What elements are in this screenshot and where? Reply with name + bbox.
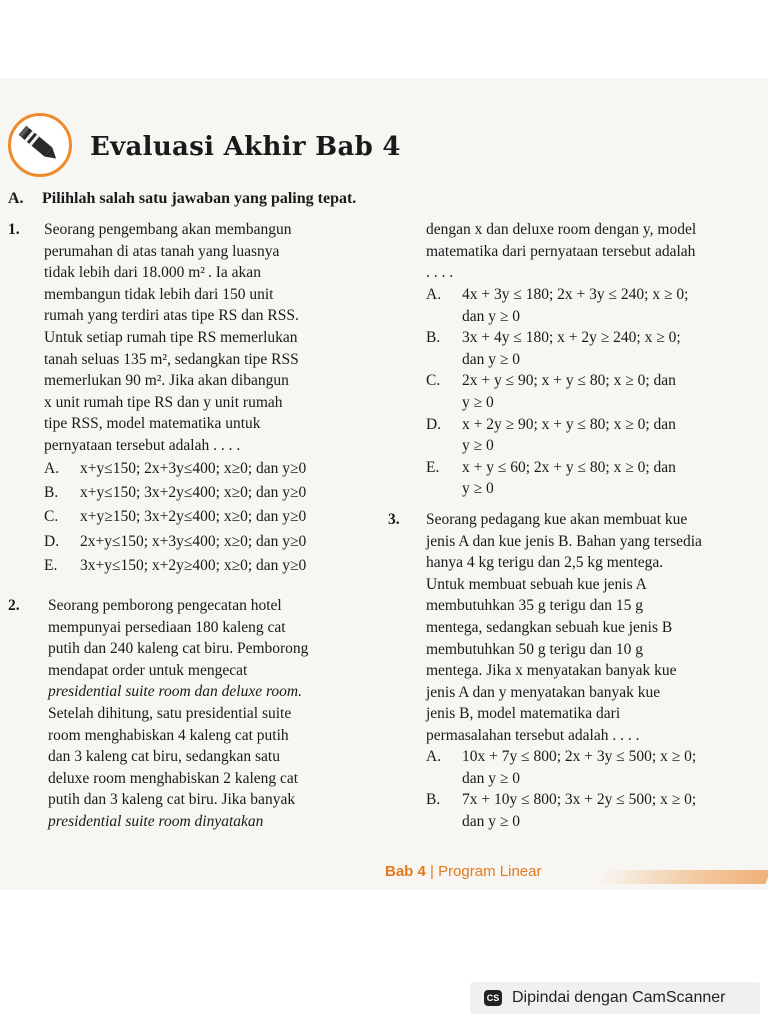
- option-label: A.: [426, 748, 442, 765]
- question-line: memerlukan 90 m². Jika akan dibangun: [44, 372, 289, 390]
- question-2-continuation: [426, 219, 766, 284]
- question-line: Seorang pemborong pengecatan hotel: [48, 597, 282, 614]
- option-label: C.: [426, 372, 441, 390]
- option-a: [44, 457, 374, 481]
- option-c: [426, 370, 766, 392]
- question-line: permasalahan tersebut adalah . . . .: [426, 726, 640, 744]
- option-label: B.: [426, 329, 441, 347]
- question-line: tanah seluas 135 m², sedangkan tipe RSS: [44, 350, 299, 368]
- option-text: x+y≤150; 3x+2y≤400; x≥0; dan y≥0: [80, 484, 307, 502]
- option-text: 4x + 3y ≤ 180; 2x + 3y ≤ 240; x ≥ 0;: [462, 286, 689, 303]
- option-label: D.: [426, 415, 442, 433]
- bleed-through-text: [85, 82, 765, 104]
- question-line: presidential suite room dan deluxe room.: [48, 683, 302, 701]
- option-c: [44, 505, 374, 529]
- option-label: E.: [44, 556, 58, 574]
- option-e: [426, 457, 766, 479]
- question-line: tipe RSS, model matematika untuk: [44, 415, 261, 433]
- option-text: 7x + 10y ≤ 800; 3x + 2y ≤ 500; x ≥ 0;: [462, 791, 697, 809]
- option-c-cont: y ≥ 0: [462, 393, 494, 411]
- question-line: mendapat order untuk mengecat: [48, 661, 248, 679]
- option-b-cont: dan y ≥ 0: [462, 350, 521, 368]
- question-3: [426, 509, 768, 747]
- option-b: [426, 327, 766, 349]
- question-line: tidak lebih dari 18.000 m² . Ia akan: [44, 264, 261, 282]
- option-text: 10x + 7y ≤ 800; 2x + 3y ≤ 500; x ≥ 0;: [462, 748, 697, 765]
- option-b-cont: dan y ≥ 0: [462, 812, 521, 830]
- option-text: 2x+y≤150; x+3y≤400; x≥0; dan y≥0: [80, 532, 307, 550]
- question-line: matematika dari pernyataan tersebut adalah: [426, 242, 696, 260]
- question-line: . . . .: [426, 264, 454, 282]
- footer-chapter: Bab 4: [385, 863, 426, 880]
- option-text: x+y≤150; 2x+3y≤400; x≥0; dan y≥0: [80, 460, 307, 477]
- section-header: [8, 190, 356, 208]
- question-line: Setelah dihitung, satu presidential suite: [48, 704, 292, 722]
- option-label: A.: [44, 460, 60, 477]
- question-line: presidential suite room dinyatakan: [48, 812, 264, 830]
- question-1: [44, 219, 374, 457]
- question-line: membutuhkan 35 g terigu dan 15 g: [426, 597, 643, 615]
- question-2: [48, 595, 378, 833]
- option-a-cont: dan y ≥ 0: [462, 769, 521, 787]
- question-number: 3.: [388, 511, 400, 528]
- option-e: [44, 554, 374, 578]
- question-line: perumahan di atas tanah yang luasnya: [44, 242, 280, 260]
- question-line: jenis B, model matematika dari: [426, 705, 621, 723]
- question-line: Seorang pengembang akan membangun: [44, 221, 292, 238]
- question-number: 2.: [8, 597, 20, 614]
- section-label: A.: [8, 190, 24, 207]
- question-line: dengan x dan deluxe room dengan y, model: [426, 221, 697, 238]
- footer-topic: Program Linear: [438, 863, 542, 880]
- question-number: 1.: [8, 221, 20, 238]
- question-line: putih dan 3 kaleng cat biru. Jika banyak: [48, 791, 296, 809]
- question-line: jenis A dan y menyatakan banyak kue: [426, 683, 661, 701]
- question-1-options: [44, 457, 374, 578]
- option-label: C.: [44, 508, 59, 526]
- option-label: E.: [426, 458, 440, 476]
- option-b: [44, 481, 374, 505]
- pencil-icon: [8, 113, 72, 177]
- option-text: 2x + y ≤ 90; x + y ≤ 80; x ≥ 0; dan: [462, 372, 676, 390]
- option-a: [426, 746, 766, 768]
- option-d: [426, 414, 766, 436]
- question-line: dan 3 kaleng cat biru, sedangkan satu: [48, 748, 280, 766]
- option-d: [44, 530, 374, 554]
- question-line: mempunyai persediaan 180 kaleng cat: [48, 618, 286, 636]
- watermark-text: Dipindai dengan CamScanner: [512, 989, 726, 1006]
- question-line: deluxe room menghabiskan 2 kaleng cat: [48, 769, 299, 787]
- question-line: jenis A dan kue jenis B. Bahan yang tersedia: [426, 532, 702, 550]
- question-line: mentega. Jika x menyatakan banyak kue: [426, 662, 677, 680]
- footer-decoration: [597, 870, 768, 884]
- question-line: Untuk setiap rumah tipe RS memerlukan: [44, 328, 298, 346]
- question-line: putih dan 240 kaleng cat biru. Pemborong: [48, 640, 309, 658]
- question-line: pernyataan tersebut adalah . . . .: [44, 436, 241, 454]
- question-line: Untuk membuat sebuah kue jenis A: [426, 575, 647, 593]
- question-line: room menghabiskan 4 kaleng cat putih: [48, 726, 289, 744]
- option-text: 3x+y≤150; x+2y≥400; x≥0; dan y≥0: [80, 556, 307, 574]
- question-line: rumah yang terdiri atas tipe RS dan RSS.: [44, 307, 299, 325]
- question-line: membangun tidak lebih dari 150 unit: [44, 285, 274, 303]
- chapter-title: Evaluasi Akhir Bab 4: [90, 132, 401, 162]
- option-e-cont: y ≥ 0: [462, 480, 494, 498]
- question-line: mentega, sedangkan sebuah kue jenis B: [426, 618, 673, 636]
- question-3-options: [426, 746, 766, 832]
- question-2-options: [426, 284, 766, 500]
- question-line: Seorang pedagang kue akan membuat kue: [426, 511, 688, 528]
- question-line: x unit rumah tipe RS dan y unit rumah: [44, 393, 283, 411]
- option-text: x + 2y ≥ 90; x + y ≤ 80; x ≥ 0; dan: [462, 415, 676, 433]
- option-text: x+y≥150; 3x+2y≤400; x≥0; dan y≥0: [80, 508, 307, 526]
- question-line: membutuhkan 50 g terigu dan 10 g: [426, 640, 643, 658]
- option-a-cont: dan y ≥ 0: [462, 307, 521, 325]
- question-line: hanya 4 kg terigu dan 2,5 kg mentega.: [426, 554, 664, 572]
- option-text: x + y ≤ 60; 2x + y ≤ 80; x ≥ 0; dan: [462, 458, 676, 476]
- option-text: 3x + 4y ≤ 180; x + 2y ≥ 240; x ≥ 0;: [462, 329, 681, 347]
- section-instruction: Pilihlah salah satu jawaban yang paling tepat.: [42, 190, 357, 207]
- page-footer: [385, 863, 541, 880]
- camscanner-logo-icon: CS: [484, 990, 502, 1006]
- option-label: A.: [426, 286, 442, 303]
- option-label: D.: [44, 532, 60, 550]
- footer-separator: |: [425, 863, 439, 880]
- option-b: [426, 789, 766, 811]
- option-a: [426, 284, 766, 306]
- option-d-cont: y ≥ 0: [462, 437, 494, 455]
- option-label: B.: [426, 791, 441, 809]
- book-page: [0, 78, 768, 890]
- option-label: B.: [44, 484, 59, 502]
- camscanner-watermark: [470, 982, 760, 1014]
